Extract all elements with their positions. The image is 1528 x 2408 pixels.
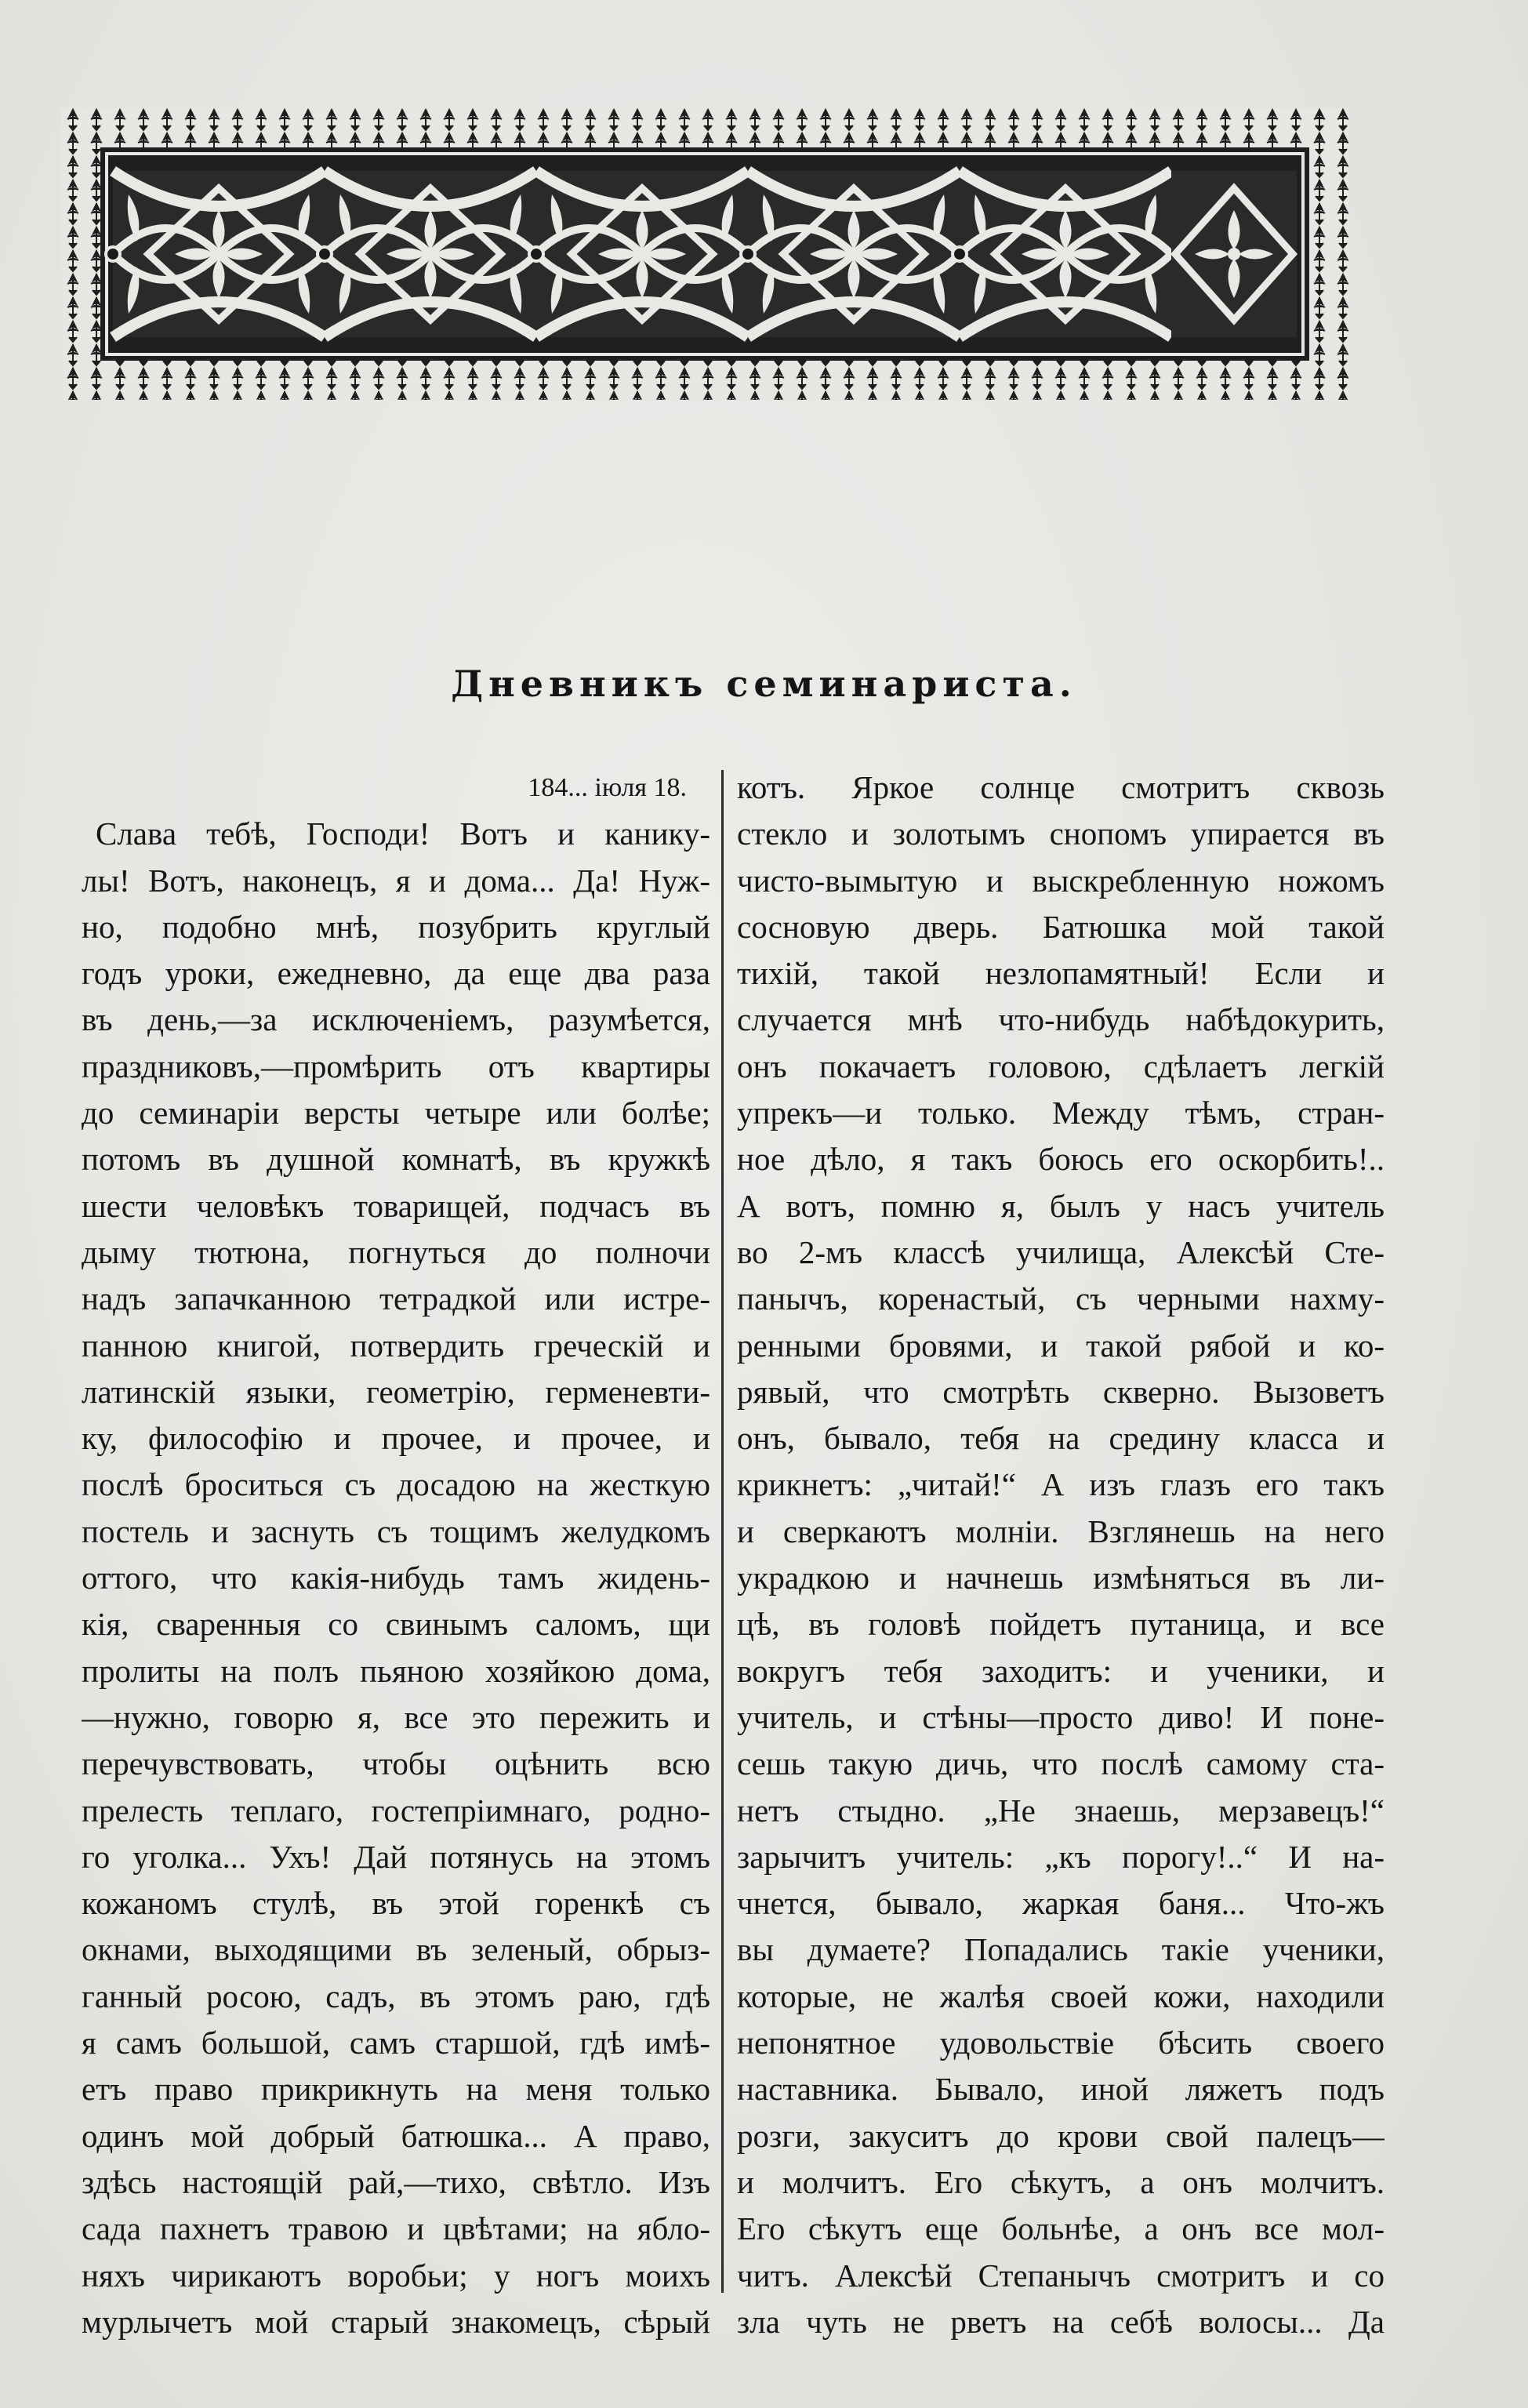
text-line: наставника. Бывало, иной ляжетъ подъ [737, 2071, 1385, 2108]
text-line: читъ. Алексѣй Степанычъ смотритъ и со [737, 2257, 1385, 2294]
text-line: А вотъ, помню я, былъ у насъ учитель [737, 1187, 1385, 1224]
text-line: случается мнѣ что-нибудь набѣдокурить, [737, 1001, 1385, 1038]
text-line: окнами, выходящими въ зеленый, обрыз- [82, 1931, 710, 1968]
text-line: ное дѣло, я такъ боюсь его оскорбить!.. [737, 1141, 1385, 1178]
right-column [737, 765, 1385, 2345]
text-line: ку, философію и прочее, и прочее, и [82, 1420, 710, 1457]
text-line: до семинаріи версты четыре или болѣе; [82, 1095, 710, 1131]
text-line: стекло и золотымъ снопомъ упирается въ [737, 815, 1385, 852]
text-line: Слава тебѣ, Господи! Вотъ и канику- [96, 815, 710, 852]
text-line: вы думаете? Попадались такіе ученики, [737, 1931, 1385, 1968]
text-line: вокругъ тебя заходитъ: и ученики, и [737, 1652, 1385, 1689]
text-line: учитель, и стѣны—просто диво! И поне- [737, 1698, 1385, 1735]
text-line: няхъ чирикаютъ воробьи; у ногъ моихъ [82, 2257, 710, 2294]
text-line: оттого, что какія-нибудь тамъ жидень- [82, 1560, 710, 1596]
text-line: сосновую дверь. Батюшка мой такой [737, 908, 1385, 945]
text-line: прелесть теплаго, гостепріимнаго, родно- [82, 1792, 710, 1829]
text-line: и сверкаютъ молніи. Взглянешь на него [737, 1513, 1385, 1549]
text-line: рявый, что смотрѣть скверно. Вызоветъ [737, 1373, 1385, 1410]
text-line: Его сѣкутъ еще больнѣе, а онъ все мол- [737, 2210, 1385, 2247]
text-line: украдкою и начнешь измѣняться въ ли- [737, 1560, 1385, 1596]
text-line: я самъ большой, самъ старшой, гдѣ имѣ- [82, 2025, 710, 2061]
left-column [82, 765, 710, 2345]
left-column-lines [82, 811, 710, 2345]
text-line: онъ, бывало, тебя на средину класса и [737, 1420, 1385, 1457]
text-line: ганный росою, садъ, въ этомъ раю, гдѣ [82, 1978, 710, 2014]
text-line: —нужно, говорю я, все это пережить и [82, 1698, 710, 1735]
text-line: постель и заснуть съ тощимъ желудкомъ [82, 1513, 710, 1549]
text-line: непонятное удовольствіе бѣсить своего [737, 2025, 1385, 2061]
column-divider [721, 770, 724, 2293]
text-line: зарычитъ учитель: „къ порогу!..“ И на- [737, 1838, 1385, 1875]
text-line: одинъ мой добрый батюшка... А право, [82, 2117, 710, 2154]
text-line: перечувствовать, чтобы оцѣнить всю [82, 1745, 710, 1782]
text-line: послѣ броситься съ досадою на жесткую [82, 1466, 710, 1503]
text-line: зла чуть не рветъ на себѣ волосы... Да [737, 2303, 1385, 2340]
text-line: шести человѣкъ товарищей, подчасъ въ [82, 1187, 710, 1224]
text-line: сешь такую дичь, что послѣ самому ста- [737, 1745, 1385, 1782]
text-line: праздниковъ,—промѣрить отъ квартиры [82, 1048, 710, 1084]
text-line: чнется, бывало, жаркая баня... Что-жъ [737, 1885, 1385, 1922]
text-line: кія, сваренныя со свинымъ саломъ, щи [82, 1606, 710, 1643]
text-line: потомъ въ душной комнатѣ, въ кружкѣ [82, 1141, 710, 1178]
text-line: панною книгой, потвердить греческій и [82, 1327, 710, 1364]
text-line: тихій, такой незлопамятный! Если и [737, 955, 1385, 992]
text-line: го уголка... Ухъ! Дай потянусь на этомъ [82, 1838, 710, 1875]
text-line: латинскій языки, геометрію, герменевти- [82, 1373, 710, 1410]
text-line: лы! Вотъ, наконецъ, я и дома... Да! Нуж- [82, 862, 710, 899]
text-line: розги, закуситъ до крови свой палецъ— [737, 2117, 1385, 2154]
text-line: во 2-мъ классѣ училища, Алексѣй Сте- [737, 1233, 1385, 1270]
text-line: которые, не жалѣя своей кожи, находили [737, 1978, 1385, 2014]
text-line: и молчитъ. Его сѣкутъ, а онъ молчитъ. [737, 2163, 1385, 2200]
text-line: чисто-вымытую и выскребленную ножомъ [737, 862, 1385, 899]
right-column-lines [737, 765, 1385, 2345]
dateline: 184... іюля 18. [528, 773, 687, 802]
headpiece-ornament [61, 108, 1348, 400]
text-line: котъ. Яркое солнце смотритъ сквозь [737, 769, 1385, 805]
text-line: дыму тютюна, погнуться до полночи [82, 1233, 710, 1270]
text-line: въ день,—за исключеніемъ, разумѣется, [82, 1001, 710, 1038]
text-line: сада пахнетъ травою и цвѣтами; на ябло- [82, 2210, 710, 2247]
text-line: но, подобно мнѣ, позубрить круглый [82, 908, 710, 945]
text-line: кожаномъ стулѣ, въ этой горенкѣ съ [82, 1885, 710, 1922]
text-line: мурлычетъ мой старый знакомецъ, сѣрый [82, 2303, 710, 2340]
text-line: здѣсь настоящій рай,—тихо, свѣтло. Изъ [82, 2163, 710, 2200]
text-line: годъ уроки, ежедневно, да еще два раза [82, 955, 710, 992]
article-title: Дневникъ семинариста. [451, 663, 1077, 705]
text-line: ренными бровями, и такой рябой и ко- [737, 1327, 1385, 1364]
text-line: онъ покачаетъ головою, сдѣлаетъ легкій [737, 1048, 1385, 1084]
text-line: панычъ, коренастый, съ черными нахму- [737, 1280, 1385, 1317]
text-line: пролиты на полъ пьяною хозяйкою дома, [82, 1652, 710, 1689]
text-line: упрекъ—и только. Между тѣмъ, стран- [737, 1095, 1385, 1131]
text-line: нетъ стыдно. „Не знаешь, мерзавецъ!“ [737, 1792, 1385, 1829]
text-line: крикнетъ: „читай!“ А изъ глазъ его такъ [737, 1466, 1385, 1503]
text-line: етъ право прикрикнуть на меня только [82, 2071, 710, 2108]
text-line: цѣ, въ головѣ пойдетъ путаница, и все [737, 1606, 1385, 1643]
text-line: надъ запачканною тетрадкой или истре- [82, 1280, 710, 1317]
